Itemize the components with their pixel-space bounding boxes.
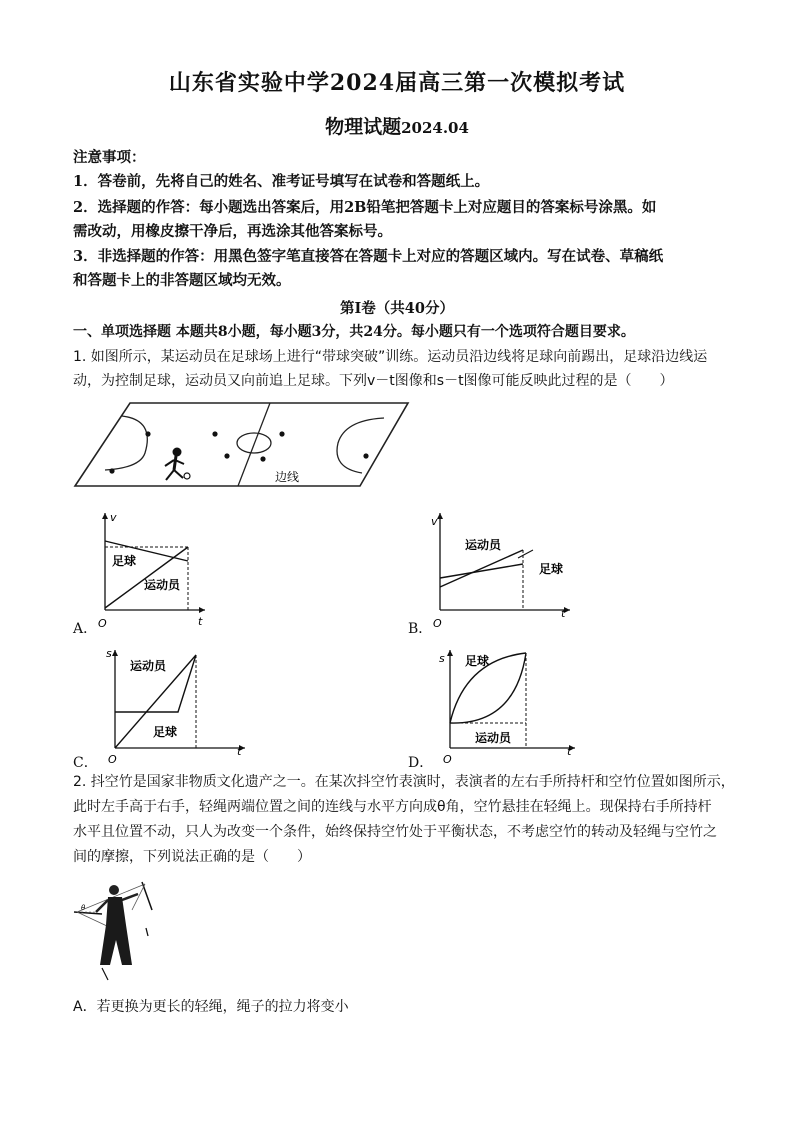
- axis-t-label: t: [567, 745, 572, 758]
- section-title: 第Ⅰ卷（共40分）: [340, 300, 454, 317]
- origin-label: O: [433, 617, 442, 630]
- note-item: 1．答卷前，先将自己的姓名、准考证号填写在试卷和答题纸上。: [73, 173, 490, 190]
- graph-b: [405, 505, 575, 633]
- question-2-line: 间的摩擦，下列说法正确的是（ ）: [73, 849, 311, 865]
- theta-label: θ: [81, 904, 86, 912]
- axis-t-label: t: [561, 607, 566, 620]
- origin-label: O: [108, 753, 117, 765]
- origin-label: O: [443, 753, 452, 765]
- ball-label: 足球: [465, 654, 490, 668]
- exam-date: 2024.04: [401, 119, 469, 137]
- axis-s-label: s: [439, 652, 445, 665]
- note-item: 和答题卡上的非答题区域均无效。: [73, 272, 291, 289]
- ball-label: 足球: [112, 554, 137, 568]
- exam-subtitle: [0, 112, 794, 139]
- athlete-label: 运动员: [130, 659, 167, 673]
- note-item: 2．选择题的作答：每小题选出答案后，用2B铅笔把答题卡上对应题目的答案标号涂黑。如: [73, 199, 657, 216]
- origin-label: O: [98, 617, 107, 630]
- option-label-b: B．: [408, 621, 433, 637]
- question-2-line: 2. 抖空竹是国家非物质文化遗产之一。在某次抖空竹表演时，表演者的左右手所持杆和空竹位置如图所示，: [73, 774, 735, 790]
- note-item: 需改动，用橡皮擦干净后，再选涂其他答案标号。: [73, 223, 392, 240]
- axis-v-label: v: [110, 511, 117, 524]
- subject-name: 物理试题: [325, 116, 402, 138]
- option-label-c: C．: [73, 755, 98, 771]
- option-label-d: D．: [408, 755, 434, 771]
- question-2-line: 此时左手高于右手，轻绳两端位置之间的连线与水平方向成θ角，空竹悬挂在轻绳上。现保持右手所持杆: [73, 799, 712, 815]
- diabolo-performer-figure: [72, 870, 162, 985]
- question-1-line: 动，为控制足球，运动员又向前追上足球。下列v－t图像和s－t图像可能反映此过程的是（ ）: [73, 373, 674, 389]
- question-1-line: 1. 如图所示，某运动员在足球场上进行“带球突破”训练。运动员沿边线将足球向前踢出，足球沿边线运: [73, 349, 708, 365]
- ball-label: 足球: [153, 725, 178, 739]
- football-field-figure: [70, 398, 415, 493]
- graph-a: [70, 505, 210, 633]
- part-heading: 一、单项选择题 本题共8小题，每小题3分，共24分。每小题只有一个选项符合题目要求。: [73, 324, 635, 340]
- graph-c: [70, 645, 250, 765]
- question-2-option-a: A．若更换为更长的轻绳，绳子的拉力将变小: [73, 999, 349, 1015]
- sideline-label: 边线: [275, 470, 300, 484]
- athlete-label: 运动员: [475, 731, 512, 745]
- axis-t-label: t: [237, 745, 242, 758]
- question-2-line: 水平且位置不动，只人为改变一个条件，始终保持空竹处于平衡状态，不考虑空竹的转动及轻绳与空竹之: [73, 824, 717, 840]
- axis-s-label: s: [106, 647, 112, 660]
- player-drawing: [165, 448, 190, 481]
- notes-heading: 注意事项：: [73, 149, 146, 166]
- athlete-label: 运动员: [144, 578, 181, 592]
- axis-v-label: v: [431, 515, 438, 528]
- exam-title: 山东省实验中学2024届高三第一次模拟考试: [168, 70, 626, 96]
- ball-label: 足球: [539, 562, 564, 576]
- graph-d: [405, 645, 580, 765]
- option-label-a: A．: [73, 621, 98, 637]
- athlete-label: 运动员: [465, 538, 502, 552]
- axis-t-label: t: [198, 615, 203, 628]
- note-item: 3．非选择题的作答：用黑色签字笔直接答在答题卡上对应的答题区域内。写在试卷、草稿纸: [73, 248, 664, 265]
